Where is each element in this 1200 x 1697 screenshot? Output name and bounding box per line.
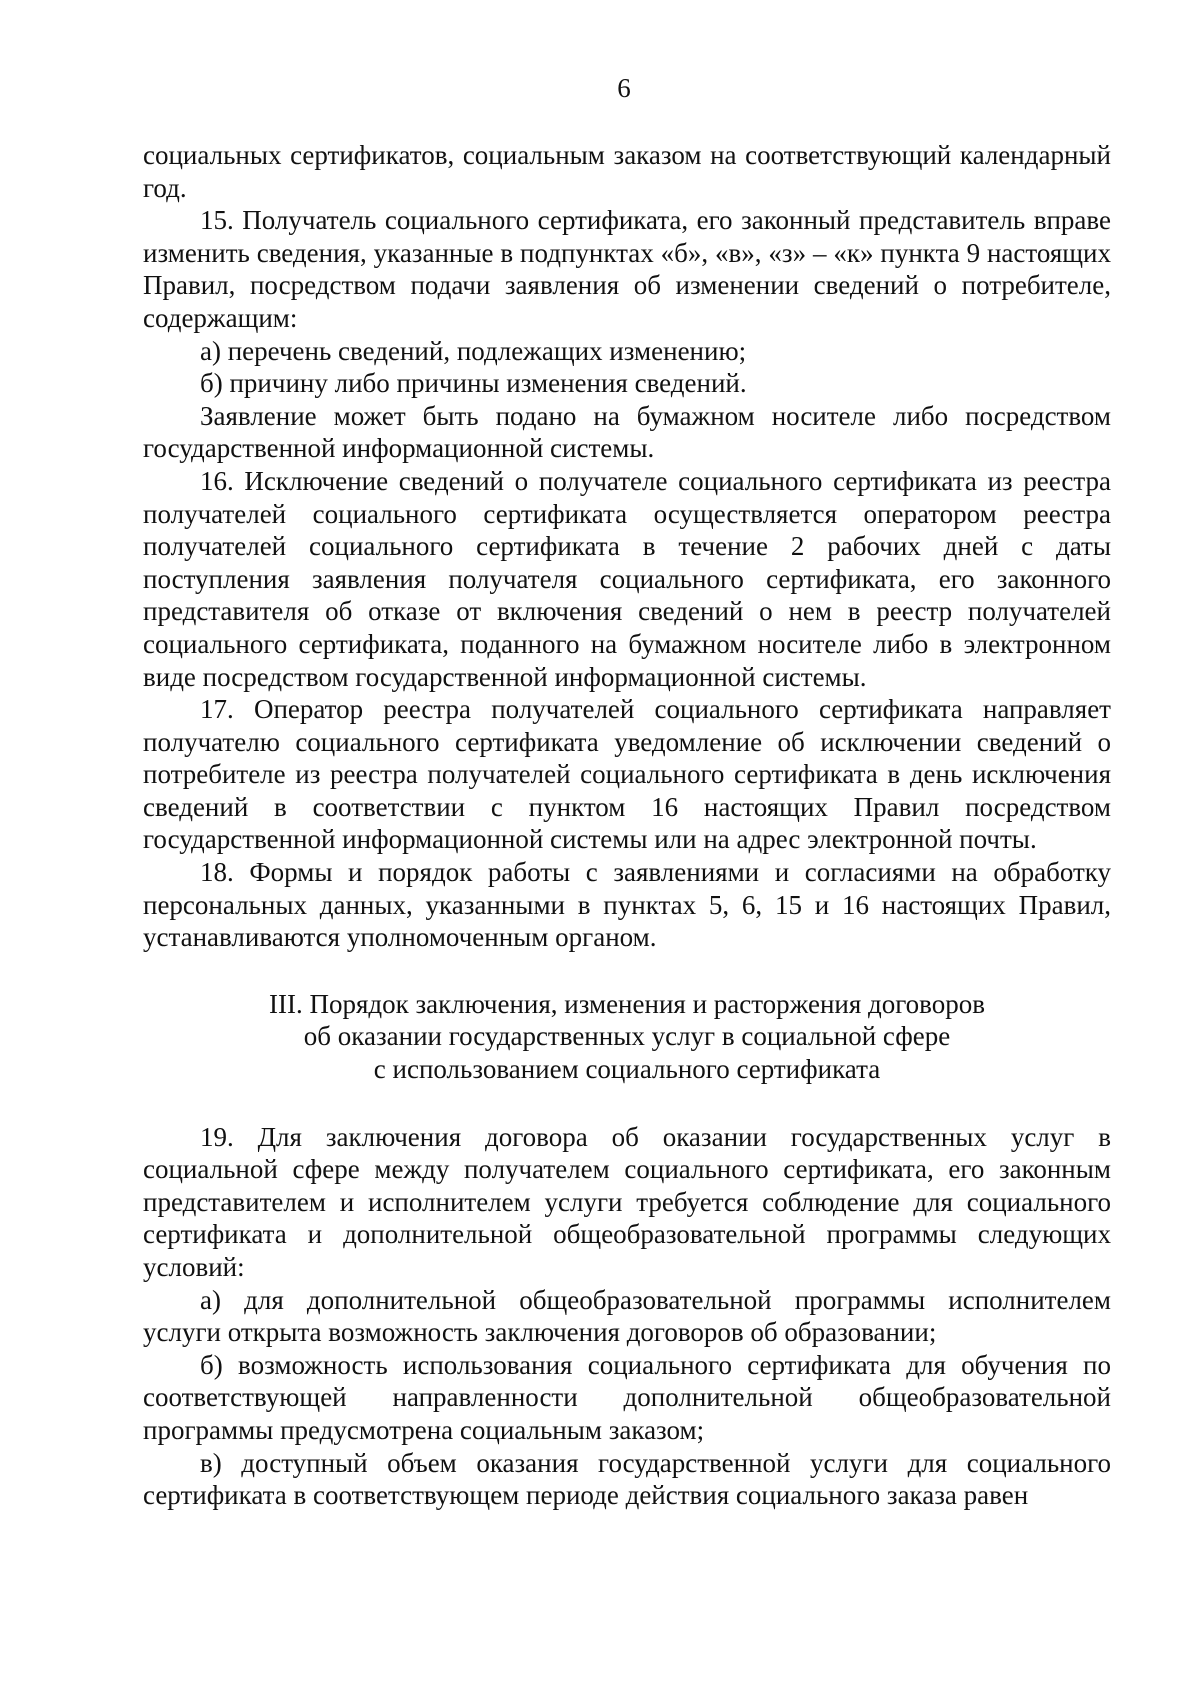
- section-heading-line-1: III. Порядок заключения, изменения и расторжения договоров: [269, 988, 985, 1019]
- page-number: 6: [617, 73, 631, 103]
- list-item-b: б) причину либо причины изменения сведений.: [200, 368, 747, 399]
- paragraph-17: 17. Оператор реестра получателей социального сертификата направляет получателю социального сертификата уведомление об исключении сведений о потребителе из реестра получателей социального сертификата в день исключения сведений в соответствии с пунктом 16 настоящих Правил посредством государственной информационной системы или на адрес электронной почты.: [143, 694, 1111, 855]
- condition-item-v: в) доступный объем оказания государственной услуги для социального сертификата в соответствующем периоде действия социального заказа равен: [143, 1447, 1111, 1511]
- paragraph-19: 19. Для заключения договора об оказании государственных услуг в социальной сфере между получателем социального сертификата, его законным представителем и исполнителем услуги требуется соблюдение для социального сертификата и дополнительной общеобразовательной программы следующих условий:: [143, 1121, 1111, 1282]
- section-heading-line-3: с использованием социального сертификата: [373, 1054, 881, 1085]
- paragraph-15: 15. Получатель социального сертификата, его законный представитель вправе изменить сведения, указанные в подпунктах «б», «в», «з» – «к» пункта 9 настоящих Правил, посредством подачи заявления об изменении сведений о потребителе, содержащим:: [143, 205, 1111, 333]
- paragraph-application-note: Заявление может быть подано на бумажном носителе либо посредством государственной информационной системы.: [143, 400, 1111, 464]
- section-heading-line-2: об оказании государственных услуг в социальной сфере: [303, 1021, 951, 1052]
- section-heading: [143, 988, 1111, 1086]
- document-body: [143, 139, 1111, 1512]
- list-item-a: а) перечень сведений, подлежащих изменению;: [200, 335, 747, 366]
- paragraph-18: 18. Формы и порядок работы с заявлениями и согласиями на обработку персональных данных, указанными в пунктах 5, 6, 15 и 16 настоящих Правил, устанавливаются уполномоченным органом.: [143, 857, 1111, 953]
- paragraph-16: 16. Исключение сведений о получателе социального сертификата из реестра получателей социального сертификата осуществляется оператором реестра получателей социального сертификата в течение 2 рабочих дней с даты поступления заявления получателя социального сертификата, его законного представителя об отказе от включения сведений о нем в реестр получателей социального сертификата, поданного на бумажном носителе либо в электронном виде посредством государственной информационной системы.: [143, 465, 1111, 692]
- paragraph-continuation: социальных сертификатов, социальным заказом на соответствующий календарный год.: [143, 140, 1111, 203]
- condition-item-b: б) возможность использования социального сертификата для обучения по соответствующей направленности дополнительной общеобразовательной программы предусмотрена социальным заказом;: [143, 1349, 1111, 1445]
- condition-item-a: а) для дополнительной общеобразовательной программы исполнителем услуги открыта возможность заключения договоров об образовании;: [143, 1284, 1111, 1348]
